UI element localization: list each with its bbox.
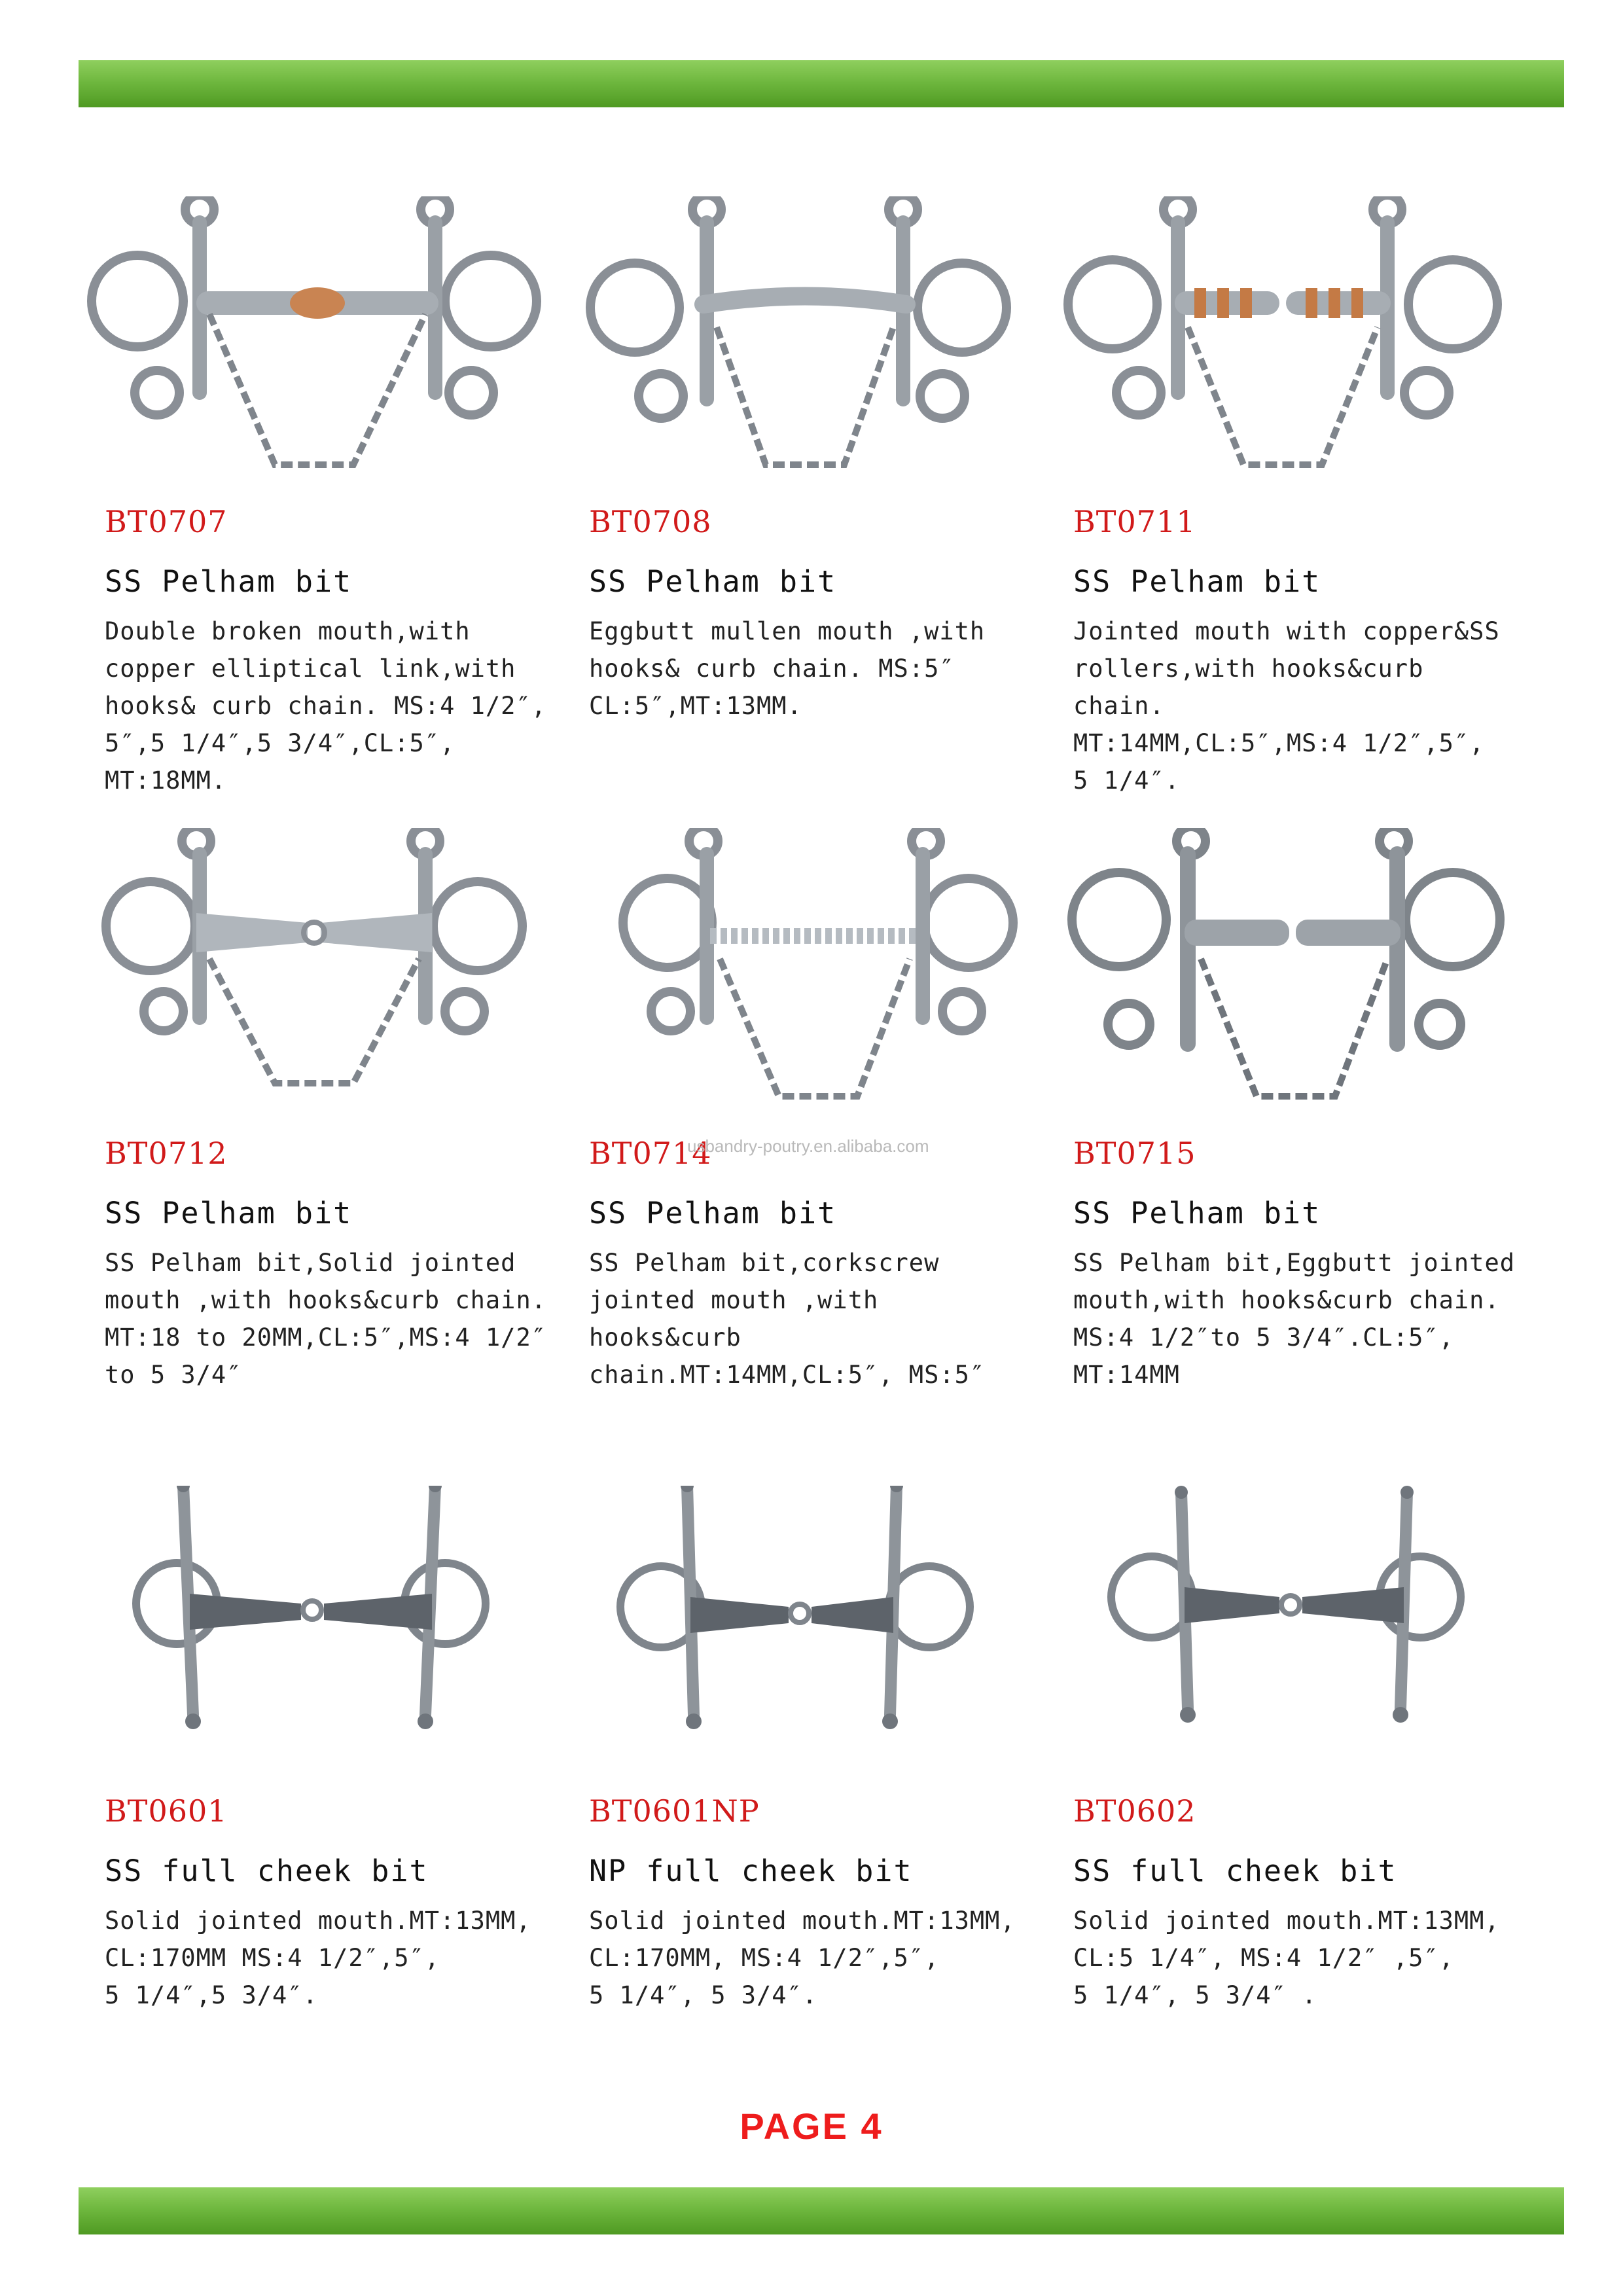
product-code: BT0712 — [105, 1136, 228, 1171]
product-description: SS Pelham bit,corkscrew jointed mouth ,with hooks&curb chain.MT:14MM,CL:5″, MS:5″ — [589, 1249, 986, 1389]
product-description: SS Pelham bit,Solid jointed mouth ,with hooks&curb chain. MT:18 to 20MM,CL:5″,MS:4 1/2″ to 5 3/4″ — [105, 1249, 547, 1389]
product-title: SS Pelham bit — [105, 1196, 353, 1230]
product-title: SS full cheek bit — [105, 1854, 429, 1888]
product-title: SS Pelham bit — [105, 564, 353, 599]
product-title: SS Pelham bit — [589, 1196, 837, 1230]
product-description: Solid jointed mouth.MT:13MM, CL:170MM MS:4 1/2″,5″, 5 1/4″,5 3/4″. — [105, 1907, 531, 2009]
full-cheek-bit-photo — [1047, 1486, 1518, 1813]
full-cheek-bit-photo — [79, 1486, 550, 1813]
product-title: SS Pelham bit — [589, 564, 837, 599]
product-code: BT0715 — [1073, 1136, 1196, 1171]
product-code: BT0714 — [589, 1136, 712, 1171]
pelham-bit-photo — [563, 828, 1034, 1155]
header-green-bar — [79, 60, 1564, 107]
product-description: Solid jointed mouth.MT:13MM, CL:170MM, MS:4 1/2″,5″, 5 1/4″, 5 3/4″. — [589, 1907, 1016, 2009]
product-title: SS Pelham bit — [1073, 1196, 1321, 1230]
product-code: BT0601NP — [589, 1793, 760, 1829]
footer-green-bar — [79, 2187, 1564, 2234]
product-code: BT0708 — [589, 504, 712, 539]
product-code: BT0707 — [105, 504, 228, 539]
product-title: NP full cheek bit — [589, 1854, 913, 1888]
product-title: SS full cheek bit — [1073, 1854, 1397, 1888]
product-code: BT0602 — [1073, 1793, 1196, 1829]
pelham-bit-photo — [1047, 828, 1518, 1155]
pelham-bit-photo — [1047, 196, 1518, 524]
pelham-bit-photo — [79, 196, 550, 524]
product-description: SS Pelham bit,Eggbutt jointed mouth,with hooks&curb chain. MS:4 1/2″to 5 3/4″.CL:5″, MT:14MM — [1073, 1249, 1516, 1389]
product-description: Solid jointed mouth.MT:13MM, CL:5 1/4″, MS:4 1/2″ ,5″, 5 1/4″, 5 3/4″ . — [1073, 1907, 1500, 2009]
product-description: Double broken mouth,with copper elliptical link,with hooks& curb chain. MS:4 1/2″, 5″,5 1/4″,5 3/4″,CL:5″, MT:18MM. — [105, 617, 547, 795]
product-description: Eggbutt mullen mouth ,with hooks& curb chain. MS:5″ CL:5″,MT:13MM. — [589, 617, 986, 720]
pelham-bit-photo — [563, 196, 1034, 524]
product-code: BT0601 — [105, 1793, 228, 1829]
full-cheek-bit-photo — [563, 1486, 1034, 1813]
page-number-label: PAGE 4 — [740, 2106, 883, 2147]
watermark: usbandry-poutry.en.alibaba.com — [687, 1136, 929, 1156]
product-code: BT0711 — [1073, 504, 1196, 539]
product-description: Jointed mouth with copper&SS rollers,with hooks&curb chain. MT:14MM,CL:5″,MS:4 1/2″,5″, 5 1/4″. — [1073, 617, 1500, 795]
pelham-bit-photo — [79, 828, 550, 1155]
product-title: SS Pelham bit — [1073, 564, 1321, 599]
